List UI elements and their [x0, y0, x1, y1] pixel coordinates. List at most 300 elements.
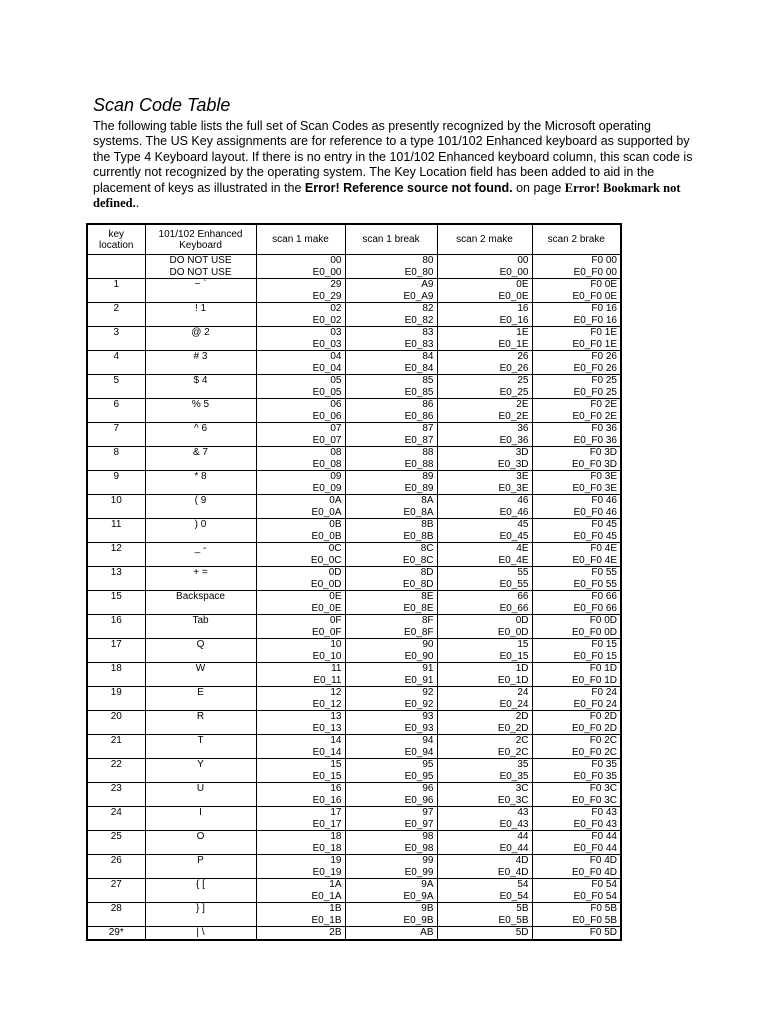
- cell-key-location: [87, 387, 145, 399]
- cell-keyboard-key: [145, 603, 256, 615]
- header-enhanced-keyboard: 101/102 Enhanced Keyboard: [145, 224, 256, 255]
- cell-scan2-brake: F0 1D: [532, 663, 621, 675]
- cell-scan1-make: E0_0E: [256, 603, 345, 615]
- cell-scan2-make: 3D: [437, 447, 532, 459]
- table-row: [87, 735, 621, 747]
- cell-scan1-break: E0_88: [345, 459, 437, 471]
- cell-scan1-make: E0_15: [256, 771, 345, 783]
- cell-keyboard-key: [145, 867, 256, 879]
- cell-scan1-make: E0_07: [256, 435, 345, 447]
- cell-keyboard-key: [145, 555, 256, 567]
- cell-key-location: [87, 435, 145, 447]
- cell-keyboard-key: [145, 339, 256, 351]
- cell-scan1-break: 9A: [345, 879, 437, 891]
- cell-keyboard-key: [145, 387, 256, 399]
- cell-key-location: 23: [87, 783, 145, 795]
- cell-scan1-make: E0_00: [256, 267, 345, 279]
- table-row: [87, 891, 621, 903]
- cell-scan2-make: 24: [437, 687, 532, 699]
- cell-scan2-brake: E0_F0 2D: [532, 723, 621, 735]
- table-row: [87, 543, 621, 555]
- cell-scan2-make: E0_2D: [437, 723, 532, 735]
- cell-scan1-break: 8E: [345, 591, 437, 603]
- cell-scan1-make: E0_16: [256, 795, 345, 807]
- cell-scan1-make: E0_03: [256, 339, 345, 351]
- cell-scan1-break: 8D: [345, 567, 437, 579]
- cell-scan1-break: E0_9A: [345, 891, 437, 903]
- cell-key-location: [87, 795, 145, 807]
- cell-scan1-make: 0A: [256, 495, 345, 507]
- cell-scan2-brake: E0_F0 3E: [532, 483, 621, 495]
- cell-scan1-make: 2B: [256, 927, 345, 940]
- table-row: [87, 639, 621, 651]
- table-row: [87, 627, 621, 639]
- cell-scan2-brake: F0 3D: [532, 447, 621, 459]
- cell-key-location: 17: [87, 639, 145, 651]
- cell-key-location: 12: [87, 543, 145, 555]
- cell-keyboard-key: Tab: [145, 615, 256, 627]
- cell-key-location: [87, 315, 145, 327]
- cell-scan1-break: 94: [345, 735, 437, 747]
- cell-scan2-brake: F0 15: [532, 639, 621, 651]
- table-row: [87, 699, 621, 711]
- header-key-location: key location: [87, 224, 145, 255]
- cell-key-location: [87, 867, 145, 879]
- cell-scan2-brake: F0 46: [532, 495, 621, 507]
- cell-keyboard-key: U: [145, 783, 256, 795]
- cell-key-location: 22: [87, 759, 145, 771]
- cell-key-location: 15: [87, 591, 145, 603]
- cell-scan2-brake: F0 5D: [532, 927, 621, 940]
- table-row: [87, 495, 621, 507]
- table-row: [87, 387, 621, 399]
- cell-scan1-break: 88: [345, 447, 437, 459]
- cell-scan2-make: 25: [437, 375, 532, 387]
- cell-scan1-make: 08: [256, 447, 345, 459]
- cell-scan2-make: 15: [437, 639, 532, 651]
- page-title: Scan Code Table: [93, 95, 231, 115]
- cell-scan1-make: E0_0B: [256, 531, 345, 543]
- cell-scan2-brake: E0_F0 16: [532, 315, 621, 327]
- cell-scan1-make: 02: [256, 303, 345, 315]
- cell-scan2-brake: E0_F0 35: [532, 771, 621, 783]
- cell-scan2-make: E0_24: [437, 699, 532, 711]
- cell-scan1-make: E0_0D: [256, 579, 345, 591]
- cell-key-location: [87, 255, 145, 267]
- cell-scan2-brake: E0_F0 1E: [532, 339, 621, 351]
- intro-paragraph: [93, 119, 693, 211]
- cell-keyboard-key: [145, 411, 256, 423]
- cell-scan1-break: E0_95: [345, 771, 437, 783]
- table-row: [87, 351, 621, 363]
- cell-scan1-break: E0_96: [345, 795, 437, 807]
- cell-scan1-make: E0_02: [256, 315, 345, 327]
- cell-scan1-break: 92: [345, 687, 437, 699]
- table-row: [87, 531, 621, 543]
- cell-scan2-brake: E0_F0 1D: [532, 675, 621, 687]
- cell-scan2-brake: F0 1E: [532, 327, 621, 339]
- cell-scan1-break: 85: [345, 375, 437, 387]
- cell-scan2-brake: F0 45: [532, 519, 621, 531]
- cell-scan2-make: 45: [437, 519, 532, 531]
- cell-keyboard-key: # 3: [145, 351, 256, 363]
- cell-keyboard-key: % 5: [145, 399, 256, 411]
- cell-scan1-break: 97: [345, 807, 437, 819]
- cell-scan2-brake: E0_F0 0D: [532, 627, 621, 639]
- cell-scan1-break: E0_84: [345, 363, 437, 375]
- cell-scan2-make: E0_43: [437, 819, 532, 831]
- cell-scan2-make: E0_36: [437, 435, 532, 447]
- table-row: [87, 483, 621, 495]
- cell-scan1-break: 95: [345, 759, 437, 771]
- cell-scan2-make: E0_5B: [437, 915, 532, 927]
- cell-scan1-make: 19: [256, 855, 345, 867]
- cell-keyboard-key: [145, 915, 256, 927]
- cell-scan2-brake: F0 26: [532, 351, 621, 363]
- cell-scan1-make: 14: [256, 735, 345, 747]
- table-row: [87, 927, 621, 940]
- cell-scan1-break: 82: [345, 303, 437, 315]
- cell-scan1-make: 0D: [256, 567, 345, 579]
- cell-scan1-make: E0_06: [256, 411, 345, 423]
- cell-keyboard-key: + =: [145, 567, 256, 579]
- cell-scan2-make: 43: [437, 807, 532, 819]
- cell-key-location: [87, 723, 145, 735]
- cell-key-location: 7: [87, 423, 145, 435]
- cell-scan2-brake: E0_F0 0E: [532, 291, 621, 303]
- cell-scan2-make: E0_46: [437, 507, 532, 519]
- cell-scan2-make: E0_26: [437, 363, 532, 375]
- cell-scan2-make: 16: [437, 303, 532, 315]
- cell-scan1-break: E0_9B: [345, 915, 437, 927]
- cell-scan1-make: E0_13: [256, 723, 345, 735]
- cell-scan2-make: E0_15: [437, 651, 532, 663]
- cell-scan1-make: 0E: [256, 591, 345, 603]
- cell-keyboard-key: [145, 843, 256, 855]
- cell-key-location: 18: [87, 663, 145, 675]
- cell-scan2-make: E0_66: [437, 603, 532, 615]
- cell-keyboard-key: E: [145, 687, 256, 699]
- cell-keyboard-key: Q: [145, 639, 256, 651]
- cell-key-location: 3: [87, 327, 145, 339]
- cell-key-location: 8: [87, 447, 145, 459]
- table-row: [87, 363, 621, 375]
- cell-keyboard-key: * 8: [145, 471, 256, 483]
- cell-keyboard-key: ) 0: [145, 519, 256, 531]
- cell-scan1-make: 15: [256, 759, 345, 771]
- cell-scan1-make: 07: [256, 423, 345, 435]
- cell-keyboard-key: ( 9: [145, 495, 256, 507]
- cell-scan1-make: 0C: [256, 543, 345, 555]
- table-body: [87, 255, 621, 940]
- cell-scan2-make: 35: [437, 759, 532, 771]
- cell-keyboard-key: [145, 747, 256, 759]
- cell-scan2-brake: F0 2E: [532, 399, 621, 411]
- cell-scan2-make: E0_44: [437, 843, 532, 855]
- cell-keyboard-key: W: [145, 663, 256, 675]
- cell-scan1-make: 13: [256, 711, 345, 723]
- cell-scan1-break: 89: [345, 471, 437, 483]
- table-row: [87, 579, 621, 591]
- cell-key-location: [87, 891, 145, 903]
- cell-scan1-make: E0_14: [256, 747, 345, 759]
- table-row: [87, 843, 621, 855]
- table-row: [87, 771, 621, 783]
- cell-keyboard-key: Backspace: [145, 591, 256, 603]
- cell-scan1-make: 0F: [256, 615, 345, 627]
- cell-scan2-brake: F0 3C: [532, 783, 621, 795]
- cell-scan2-brake: E0_F0 3C: [532, 795, 621, 807]
- cell-scan1-make: 04: [256, 351, 345, 363]
- cell-scan1-break: E0_86: [345, 411, 437, 423]
- cell-scan1-make: E0_04: [256, 363, 345, 375]
- cell-key-location: 21: [87, 735, 145, 747]
- cell-scan1-make: 10: [256, 639, 345, 651]
- cell-scan2-brake: F0 5B: [532, 903, 621, 915]
- cell-scan2-brake: E0_F0 26: [532, 363, 621, 375]
- cell-scan2-brake: F0 16: [532, 303, 621, 315]
- cell-scan1-make: E0_05: [256, 387, 345, 399]
- table-row: [87, 915, 621, 927]
- cell-scan1-make: 00: [256, 255, 345, 267]
- cell-scan1-make: 03: [256, 327, 345, 339]
- cell-scan2-brake: F0 55: [532, 567, 621, 579]
- header-scan2-brake: scan 2 brake: [532, 224, 621, 255]
- table-row: [87, 435, 621, 447]
- cell-keyboard-key: [145, 315, 256, 327]
- cell-scan2-brake: F0 00: [532, 255, 621, 267]
- cell-scan1-make: E0_08: [256, 459, 345, 471]
- cell-scan2-brake: E0_F0 5B: [532, 915, 621, 927]
- cell-scan1-break: E0_82: [345, 315, 437, 327]
- cell-scan1-break: 8C: [345, 543, 437, 555]
- table-row: [87, 747, 621, 759]
- cell-scan2-brake: F0 36: [532, 423, 621, 435]
- table-row: [87, 399, 621, 411]
- table-row: [87, 267, 621, 279]
- cell-keyboard-key: ^ 6: [145, 423, 256, 435]
- cell-scan2-make: E0_3E: [437, 483, 532, 495]
- cell-key-location: [87, 363, 145, 375]
- cell-scan2-brake: E0_F0 00: [532, 267, 621, 279]
- cell-scan1-break: E0_8F: [345, 627, 437, 639]
- cell-scan2-brake: F0 25: [532, 375, 621, 387]
- cell-scan2-brake: F0 66: [532, 591, 621, 603]
- cell-scan1-make: 18: [256, 831, 345, 843]
- cell-key-location: 24: [87, 807, 145, 819]
- cell-scan2-make: 44: [437, 831, 532, 843]
- cell-scan1-break: 8B: [345, 519, 437, 531]
- cell-scan2-make: 46: [437, 495, 532, 507]
- cell-key-location: [87, 579, 145, 591]
- table-row: [87, 375, 621, 387]
- cell-scan1-break: 87: [345, 423, 437, 435]
- cell-scan1-make: E0_12: [256, 699, 345, 711]
- table-row: [87, 303, 621, 315]
- cell-scan2-make: 54: [437, 879, 532, 891]
- cell-keyboard-key: [145, 651, 256, 663]
- cell-key-location: 20: [87, 711, 145, 723]
- cell-key-location: [87, 339, 145, 351]
- cell-scan1-break: E0_94: [345, 747, 437, 759]
- cell-scan2-brake: E0_F0 4E: [532, 555, 621, 567]
- table-row: [87, 255, 621, 267]
- cell-scan2-brake: F0 4D: [532, 855, 621, 867]
- table-row: [87, 615, 621, 627]
- cell-scan1-make: 06: [256, 399, 345, 411]
- cell-scan1-break: 90: [345, 639, 437, 651]
- table-row: [87, 867, 621, 879]
- cell-scan2-brake: F0 54: [532, 879, 621, 891]
- table-row: [87, 519, 621, 531]
- cell-keyboard-key: P: [145, 855, 256, 867]
- cell-scan2-make: E0_2E: [437, 411, 532, 423]
- cell-scan2-make: 2D: [437, 711, 532, 723]
- cell-scan2-brake: E0_F0 44: [532, 843, 621, 855]
- cell-keyboard-key: DO NOT USE: [145, 255, 256, 267]
- table-row: [87, 411, 621, 423]
- cell-scan1-make: 29: [256, 279, 345, 291]
- cell-key-location: 26: [87, 855, 145, 867]
- cell-scan2-make: 66: [437, 591, 532, 603]
- cell-scan2-make: E0_3D: [437, 459, 532, 471]
- cell-key-location: [87, 699, 145, 711]
- cell-key-location: [87, 555, 145, 567]
- cell-scan2-make: E0_55: [437, 579, 532, 591]
- cell-scan1-break: 8A: [345, 495, 437, 507]
- cell-scan2-make: 2E: [437, 399, 532, 411]
- cell-keyboard-key: [145, 363, 256, 375]
- table-row: [87, 591, 621, 603]
- cell-scan2-make: 26: [437, 351, 532, 363]
- table-row: [87, 903, 621, 915]
- cell-scan1-break: E0_85: [345, 387, 437, 399]
- cell-scan1-make: 09: [256, 471, 345, 483]
- table-header-row: [87, 224, 621, 255]
- cell-scan2-brake: F0 2C: [532, 735, 621, 747]
- cell-key-location: [87, 819, 145, 831]
- cell-keyboard-key: DO NOT USE: [145, 267, 256, 279]
- cell-keyboard-key: [145, 795, 256, 807]
- cell-scan2-make: E0_00: [437, 267, 532, 279]
- intro-on-page: on page: [512, 180, 565, 195]
- cell-key-location: [87, 915, 145, 927]
- cell-scan1-make: E0_29: [256, 291, 345, 303]
- cell-key-location: 29*: [87, 927, 145, 940]
- cell-keyboard-key: [145, 819, 256, 831]
- cell-scan2-make: 4E: [437, 543, 532, 555]
- table-row: [87, 279, 621, 291]
- cell-scan1-make: E0_0C: [256, 555, 345, 567]
- cell-scan1-make: E0_10: [256, 651, 345, 663]
- cell-scan1-make: E0_1A: [256, 891, 345, 903]
- cell-scan1-break: E0_92: [345, 699, 437, 711]
- cell-scan1-break: A9: [345, 279, 437, 291]
- cell-scan2-make: 3C: [437, 783, 532, 795]
- table-row: [87, 507, 621, 519]
- cell-key-location: [87, 627, 145, 639]
- cell-key-location: [87, 411, 145, 423]
- cell-key-location: 11: [87, 519, 145, 531]
- table-row: [87, 819, 621, 831]
- cell-scan1-make: 17: [256, 807, 345, 819]
- cell-keyboard-key: I: [145, 807, 256, 819]
- cell-key-location: 10: [87, 495, 145, 507]
- cell-scan1-break: 9B: [345, 903, 437, 915]
- cell-key-location: 4: [87, 351, 145, 363]
- cell-scan1-make: 1B: [256, 903, 345, 915]
- cell-key-location: [87, 507, 145, 519]
- cell-scan1-make: 1A: [256, 879, 345, 891]
- cell-scan1-break: 86: [345, 399, 437, 411]
- cell-scan2-brake: E0_F0 45: [532, 531, 621, 543]
- cell-scan2-make: E0_1D: [437, 675, 532, 687]
- cell-scan2-make: 0D: [437, 615, 532, 627]
- cell-scan2-make: 36: [437, 423, 532, 435]
- table-row: [87, 339, 621, 351]
- cell-scan1-make: 11: [256, 663, 345, 675]
- cell-keyboard-key: [145, 771, 256, 783]
- cell-keyboard-key: [145, 507, 256, 519]
- cell-key-location: [87, 843, 145, 855]
- cell-key-location: [87, 291, 145, 303]
- table-row: [87, 795, 621, 807]
- cell-scan1-break: 98: [345, 831, 437, 843]
- cell-scan2-brake: E0_F0 25: [532, 387, 621, 399]
- cell-scan2-make: 0E: [437, 279, 532, 291]
- table-row: [87, 687, 621, 699]
- table-row: [87, 723, 621, 735]
- cell-scan2-brake: F0 44: [532, 831, 621, 843]
- table-row: [87, 423, 621, 435]
- cell-scan2-make: 55: [437, 567, 532, 579]
- cell-keyboard-key: [145, 459, 256, 471]
- cell-keyboard-key: _ -: [145, 543, 256, 555]
- cell-scan2-make: 4D: [437, 855, 532, 867]
- cell-scan2-brake: E0_F0 46: [532, 507, 621, 519]
- cell-scan1-break: E0_8A: [345, 507, 437, 519]
- table-row: [87, 603, 621, 615]
- cell-scan2-brake: F0 2D: [532, 711, 621, 723]
- cell-scan2-make: 5B: [437, 903, 532, 915]
- cell-scan1-break: 91: [345, 663, 437, 675]
- cell-scan1-make: 05: [256, 375, 345, 387]
- cell-scan2-brake: E0_F0 66: [532, 603, 621, 615]
- cell-scan1-break: E0_80: [345, 267, 437, 279]
- cell-scan2-make: E0_35: [437, 771, 532, 783]
- cell-scan2-make: 1D: [437, 663, 532, 675]
- cell-scan2-make: 00: [437, 255, 532, 267]
- cell-scan2-brake: E0_F0 2C: [532, 747, 621, 759]
- cell-keyboard-key: [145, 723, 256, 735]
- cell-keyboard-key: O: [145, 831, 256, 843]
- cell-scan1-break: E0_8E: [345, 603, 437, 615]
- cell-scan1-break: E0_98: [345, 843, 437, 855]
- cell-scan1-break: 83: [345, 327, 437, 339]
- cell-key-location: [87, 771, 145, 783]
- cell-key-location: [87, 747, 145, 759]
- cell-key-location: [87, 651, 145, 663]
- intro-text: The following table lists the full set of Scan Codes as presently recognized by the Microsoft operating systems. The US Key assignments are for reference to a type 101/102 Enhanced keyboard as supported by the Type 4 Keyboard layout. If there is no entry in the 101/102 Enhanced keyboard column, this scan code is currently not recognized by the operating system. The Key Location field has been added to aid in the placement of keys as illustrated in the: [93, 119, 693, 195]
- cell-key-location: 16: [87, 615, 145, 627]
- cell-scan2-brake: E0_F0 54: [532, 891, 621, 903]
- cell-scan2-brake: F0 0E: [532, 279, 621, 291]
- cell-keyboard-key: & 7: [145, 447, 256, 459]
- table-row: [87, 459, 621, 471]
- cell-scan2-make: E0_4D: [437, 867, 532, 879]
- cell-scan1-break: E0_91: [345, 675, 437, 687]
- cell-key-location: 28: [87, 903, 145, 915]
